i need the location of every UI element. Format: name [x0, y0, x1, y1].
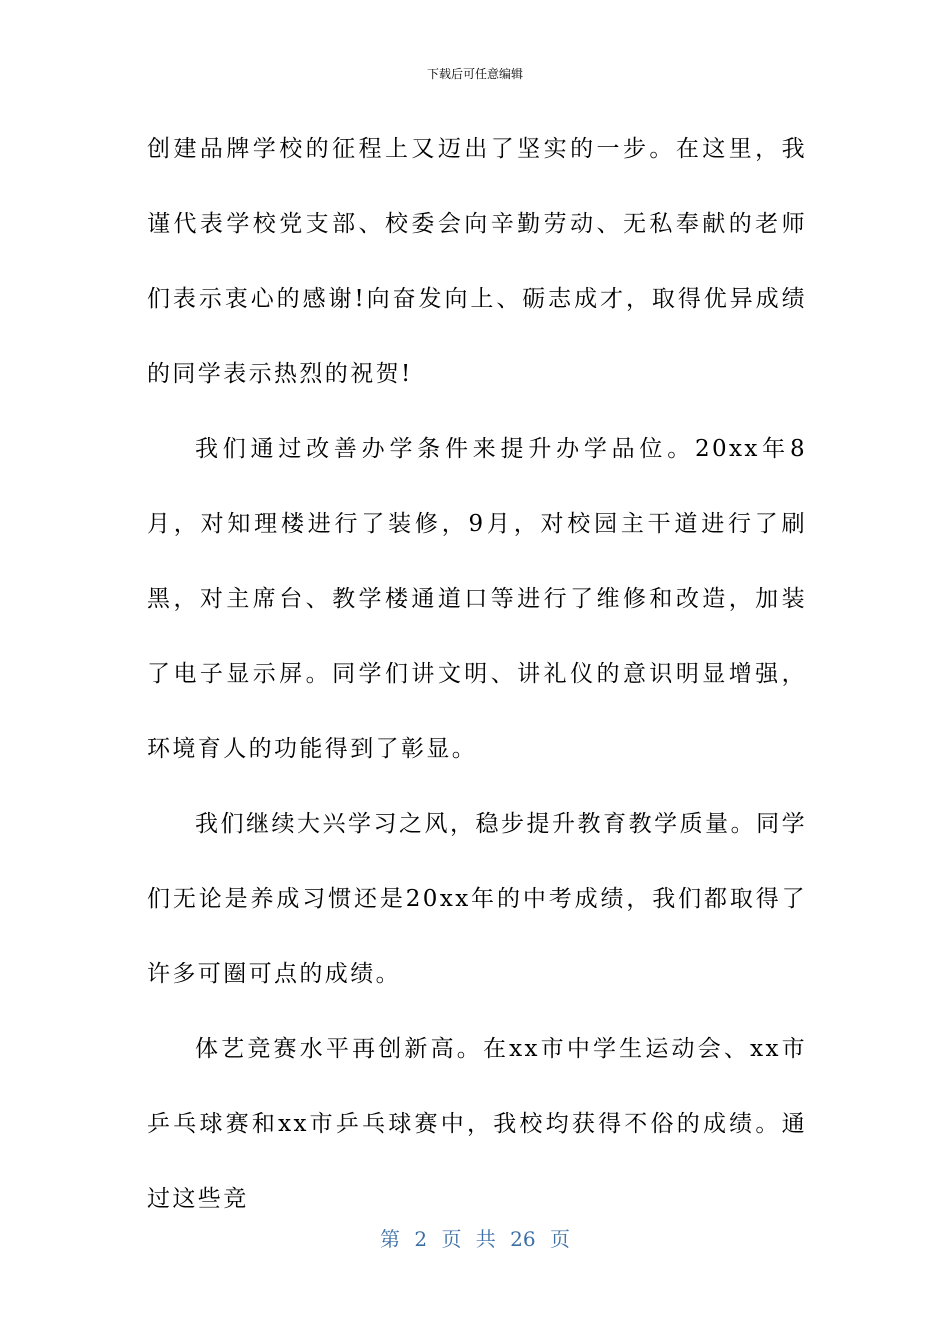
- paragraph-4: 体艺竞赛水平再创新高。在xx市中学生运动会、xx市乒乓球赛和xx市乒乓球赛中，我校均获得不俗的成绩。通过这些竞: [147, 1036, 807, 1212]
- paragraph-2: 我们通过改善办学条件来提升办学品位。20xx年8月，对知理楼进行了装修，9月，对校园主干道进行了刷黑，对主席台、教学楼通道口等进行了维修和改造，加装了电子显示屏。同学们讲文明、讲礼仪的意识明显增强，环境育人的功能得到了彰显。: [147, 436, 807, 762]
- paragraph-1: 创建品牌学校的征程上又迈出了坚实的一步。在这里，我谨代表学校党支部、校委会向辛勤劳动、无私奉献的老师们表示衷心的感谢!向奋发向上、砺志成才，取得优异成绩的同学表示热烈的祝贺!: [147, 136, 807, 387]
- page-number-footer: 第 2 页 共 26 页: [380, 1227, 570, 1251]
- document-body: [147, 112, 807, 1237]
- page-header: 下载后可任意编辑: [426, 67, 523, 81]
- paragraph-3: 我们继续大兴学习之风，稳步提升教育教学质量。同学们无论是养成习惯还是20xx年的中考成绩，我们都取得了许多可圈可点的成绩。: [147, 811, 807, 987]
